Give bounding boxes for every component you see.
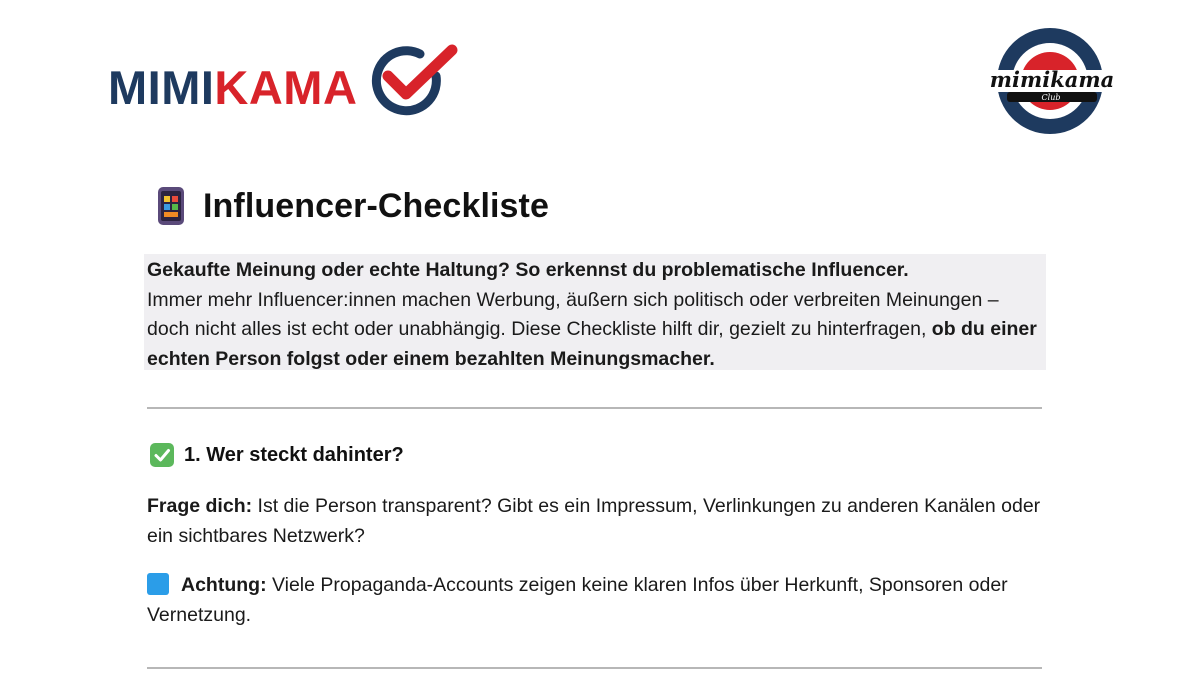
logo-wordmark-part-mimi: MIMI: [108, 61, 215, 114]
divider: [147, 667, 1042, 669]
warning-text: Viele Propaganda-Accounts zeigen keine klaren Infos über Herkunft, Sponsoren oder Vernetzung.: [147, 574, 1008, 626]
blue-square-icon: [147, 573, 169, 595]
intro-text: [147, 256, 1046, 374]
mobile-phone-icon: [157, 186, 185, 226]
roundel-logo-icon: [985, 25, 1119, 137]
question-paragraph: [147, 491, 1047, 551]
page-title: Influencer-Checkliste: [203, 186, 549, 225]
checkmark-circle-icon: [368, 40, 460, 124]
intro-body: Immer mehr Influencer:innen machen Werbung, äußern sich politisch oder verbreiten Meinungen – doch nicht alles ist echt oder unabhängig. Diese Checkliste hilft dir, gezielt zu hinterfragen,: [147, 288, 999, 340]
divider: [147, 407, 1042, 409]
mimikama-logo[interactable]: [108, 40, 458, 124]
question-text: Ist die Person transparent? Gibt es ein Impressum, Verlinkungen zu anderen Kanälen oder ein sichtbares Netzwerk?: [147, 495, 1041, 547]
roundel-logo-subtext: Club: [1041, 93, 1061, 102]
logo-wordmark: [108, 58, 357, 118]
mimikama-club-logo[interactable]: [985, 25, 1119, 142]
warning-label: Achtung:: [181, 574, 267, 596]
warning-paragraph: [147, 570, 1047, 630]
check-mark-button-icon: [150, 443, 174, 467]
question-label: Frage dich:: [147, 495, 253, 517]
section-heading-text: 1. Wer steckt dahinter?: [184, 443, 404, 466]
intro-box: [144, 254, 1046, 370]
intro-headline: Gekaufte Meinung oder echte Haltung? So erkennst du problematische Influencer.: [147, 259, 909, 281]
intro-body-bold: ob du einer echten Person folgst oder einem bezahlten Meinungsmacher.: [147, 318, 1037, 370]
page-title-row: [157, 186, 549, 226]
section-heading: [150, 443, 404, 467]
roundel-logo-text: mimikama: [989, 67, 1115, 92]
logo-wordmark-part-kama: KAMA: [214, 61, 358, 114]
